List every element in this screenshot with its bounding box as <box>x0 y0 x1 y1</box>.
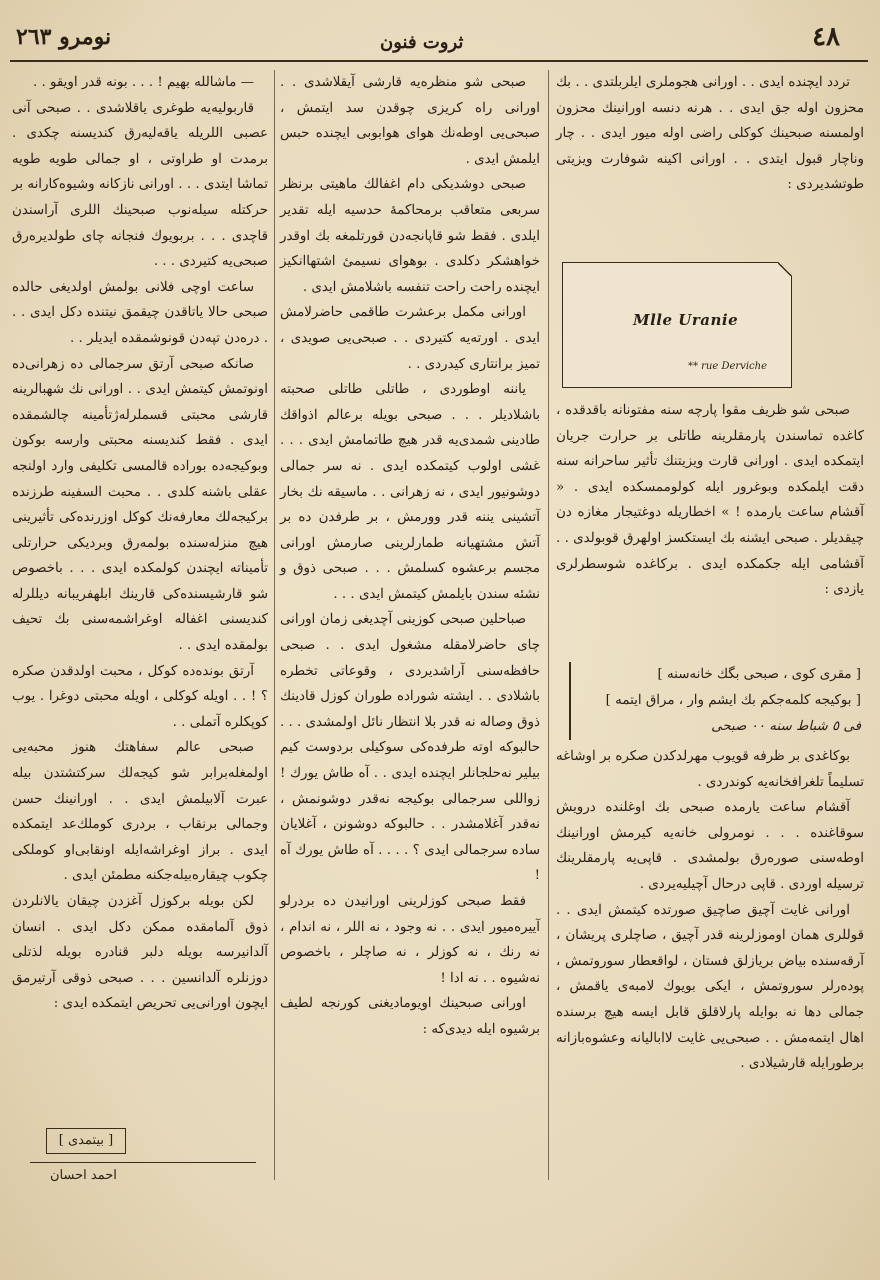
page-header <box>0 18 880 66</box>
paragraph: اورانی مکمل برعشرت طاقمی حاضرلامش ایدی . اورته‌یه کتیردی . . صبحی‌یی صویدی ، تمیز برانتاری کیدردی . . <box>280 305 540 372</box>
paragraph: قاربولیه‌یه طوغری یاقلاشدی . . صبحی آنی عصبی اللریله یاقه‌لیه‌رق کندیسنه چکدی . برمدت او طراوتی ، او جمالی طویه طویه تماشا ایتدی . . . اورانی نازکانه وشیوه‌کارانه بر حرکتله سیله‌نوب صبحینك اللری آراسندن قاچدی . . . بربویوك فنجانه چای طولدیره‌رق صبحی‌یه کتیردی . . . <box>12 100 268 270</box>
paragraph: صبحی شو ظریف مقوا پارچه سنه مفتونانه باقدقده ، کاغده تماسندن پارمقلرینه طاتلی بر حرارت جریان ایتمکده ایدی . اورانی قارت ویزیتنك تأثیر ساحرانه سنه دقت ایلمکده وبوغرور ایله کولوممسکده ایدی . « آقشام ساعت یارمده ! » اخطاریله دوغتیجار مغازه دن چیقدیلر . صبحی ایشنه بك ایستکسز اولهرق قوبولدی . . آقشامی ایله جکمکده ایدی . برکاغده شوسطرلری یازدی : <box>556 403 864 598</box>
paragraph: آقشام ساعت یارمده صبحی بك اوغلنده درویش سوقاغنده . . . نومرولی خانه‌یه کیرمش اورانینك اوطه‌سنی صوره‌رق بولمشدی . قاپی‌یه پارمقلرینك ترسیله اوردی . قاپی درحال آچیلیه‌یردی . <box>556 800 864 892</box>
column-divider <box>548 70 549 1180</box>
paragraph: ساعت اوچی فلانی بولمش اولدیغی حالده صبحی حالا یاتاقدن چیقمق نیتنده دکل ایدی . . . دره‌دن تپه‌دن قونوشمقده ایدیلر . . <box>12 279 268 346</box>
column-right-bottom <box>556 398 864 603</box>
paragraph: بوکاغدی بر ظرفه قویوب مهرلدکدن صکره بر اوشاغه تسلیماً تلغرافخانه‌یه کوندردی . <box>556 749 864 790</box>
card-address: ** rue Derviche <box>687 361 767 372</box>
header-rule <box>10 60 868 62</box>
paragraph: — ماشالله بهیم ! . . . بونه قدر اویقو . . <box>32 75 254 90</box>
paragraph: صبحی شو منظره‌یه قارشی آیقلاشدی . . اورانی راه کریزی چوقدن سد ایتمش ، صبحی‌یی اوطه‌نك هوای هوابوبی ایچنده حبس ایلمش ایدی . <box>280 75 540 167</box>
page-number: ٤٨ <box>812 22 840 52</box>
paragraph: صبحی دوشدیکی دام اغفالك ماهیتی برنظر سربعی متعاقب برمحاکمهٔ حدسیه ایله تقدیر ایلدی . فقط شو قاپانجه‌دن قورتلمغه بك اوقدر خواهشکر دکلدی . بوهوای نسیمیٔ اشتهاانکیز ایچنده راحت راحت تنفسه باشلامش ایدی . <box>280 177 540 295</box>
journal-title: ثروت فنون <box>380 32 464 53</box>
paragraph: صباحلین صبحی کوزینی آچدیغی زمان اورانی چای حاضرلامقله مشغول ایدی . . صبحی حافظه‌سنی آراشدیردی ، وقوعاتی تخطره باشلادی . . ایشته شوراده طوران کوزل قادینك ذوق وصاله نه قدر بلا انتظار نائل اولمشدی . . . حالبوکه اوته طرفده‌کی سوکیلی بردوست کیم بیلیر نه‌حلجانلر ایچنده ایدی . . آه طاش یورك ! زواللی سرجمالی بوکیجه نه‌قدر دوشونمش ، نه‌قدر آغلامشدر . . حالبوکه دوشونن ، آغلایان ساده سرجمالی ایدی ؟ . . . . آه طاش یورك آه ! <box>279 612 540 884</box>
note-signature: فی ٥ شباط سنه ٠٠ صبحی <box>711 719 861 734</box>
paragraph: یاننه اوطوردی ، طاتلی طاتلی صحبته باشلادیلر . . . صبحی بویله برعالم اذواقك طادینی شمدی‌یه قدر هیچ طاتمامش ایدی . . . غشی اولوب کیتمکده ایدی . نه سر جمالی دوشونیور ایدی ، نه زهرانی . . ماسیقه نك بخار آتشینی یننه قدر وورمش ، بر طرفدن ده بر آتش مشتهیانه طمارلرینی صارمش اورانی مجسم برعشوه کسلمش . . . صبحی ذوق و نشئه سندن بایلمش کیتمش ایدی . . . <box>280 382 540 602</box>
paragraph: آرتق بونده‌ده کوکل ، محبت اولدقدن صکره ؟ ! . . اویله کوکلی ، اویله محبتی دوغرا . یوب کوپکلره آتملی . . <box>12 663 268 730</box>
note-line: [ مقری کوی ، صبحی بگك خانه‌سنه ] <box>657 667 861 682</box>
telegram-note <box>569 662 861 740</box>
paragraph: اورانی غایت آچیق صاچیق صورتده کیتمش ایدی . . قوللری همان اوموزلرینه قدر آچیق ، صاچلری پریشان ، آرقه‌سنده بیاض بریازلق فستان ، لواقعطار سوروتمش ، پوده‌رلر سوروتمش ، ایکی بویوك لامبه‌ی یاقمش ، جمالی دها نه بوایله پارلاقلق قابل ایسه هیچ برسنده اهال ایتمه‌مش . . صبحی‌یی غایت لاابالیانه وعشوه‌بازانه برطورایله قارشیلادی . <box>556 902 864 1072</box>
issue-number: نومرو ٢٦٣ <box>16 24 112 50</box>
column-right-top <box>556 70 864 198</box>
signature-rule <box>30 1162 256 1163</box>
card-name: Mlle Uranie <box>633 311 739 329</box>
author-name: احمد احسان <box>50 1168 117 1183</box>
card-fold-corner <box>778 262 792 276</box>
paragraph: فقط صبحی کوزلرینی اورانیدن ده بردرلو آییره‌میور ایدی . . نه وجود ، نه اللر ، نه اندام ، نه رنك ، نه کوزلر ، نه صاچلر ، باخصوص نه‌شیوه . . نه ادا ! <box>280 894 540 986</box>
column-middle <box>280 70 540 1043</box>
paragraph: تردد ایچنده ایدی . . اورانی هجوملری ایلربلتدی . . بك محزون اوله جق ایدی . . هرنه دنسه اورانینك محزون اولمسنه صبحینك کوکلی راضی اوله میور ایدی . . چار وناچار قبول ایتدی . . اورانی اکینه شوفارت ویزیتی طوتشدیردی : <box>556 75 864 193</box>
paragraph: صبحی عالم سفاهتك هنوز محبه‌یی اولمغله‌برابر شو کیجه‌لك سرکتشتدن بیله عبرت آلابیلمش ایدی . . اورانینك حسن وجمالی برنقاب ، بردری کوملك‌عد ایتمکده ایدی . براز اوغراشه‌ایله اونقابی‌او کوملکی چکوب چیقاره‌بیله‌جکنه مطمئن ایدی . <box>12 740 268 884</box>
visiting-card <box>562 262 792 388</box>
column-right-end <box>556 744 864 1077</box>
paragraph: لکن بویله برکوزل آغزدن چیقان یالانلردن ذوق آلمامقده ممکن دکل ایدی . انسان آلدانیرسه بویله دلبر قنادره بویله لذتلی دوزنلره آلدانسین . . . صبحی ذوقی آرتیرمق ایچون اورانی‌یی تحریص ایتمکده ایدی : <box>12 894 268 1012</box>
paragraph: اورانی صبحینك اویومادیغنی کورنجه لطیف برشیوه ایله دیدی‌که : <box>280 996 540 1037</box>
paragraph: صانکه صبحی آرتق سرجمالی ده زهرانی‌ده اونوتمش کیتمش ایدی . . اورانی نك شهبالرینه قارشی محبتی قسملرله‌ژتأمینه چالشمقده ایدی . فقط کندیسنه محبتی وارسه بوکون وبوکیجه‌ده بوراده قالمسی تکلیفی وارد اولنجه عقلی باشنه کلدی . . محبت السفینه طرزنده برکیجه‌لك معارفه‌نك کوکل اوزرنده‌کی تأثیرینی هیچ منزله‌سنده بولمه‌رق وبردیکی حرارتلی تأمیناته ایچندن کولمکده ایدی . . . باخصوص شو قارشیسنده‌کی قارینك ابلهفریبانه دیللرله کندیسنی اغفاله اوغراشمه‌سنی بك تحیف بولمقده ایدی . . <box>12 356 268 654</box>
note-line: [ بوکیجه کلمه‌جکم بك ایشم وار ، مراق ایتمه ] <box>605 693 861 708</box>
column-divider <box>274 70 275 1180</box>
to-be-continued: [ بیتمدی ] <box>46 1128 126 1154</box>
column-left <box>12 70 268 1017</box>
